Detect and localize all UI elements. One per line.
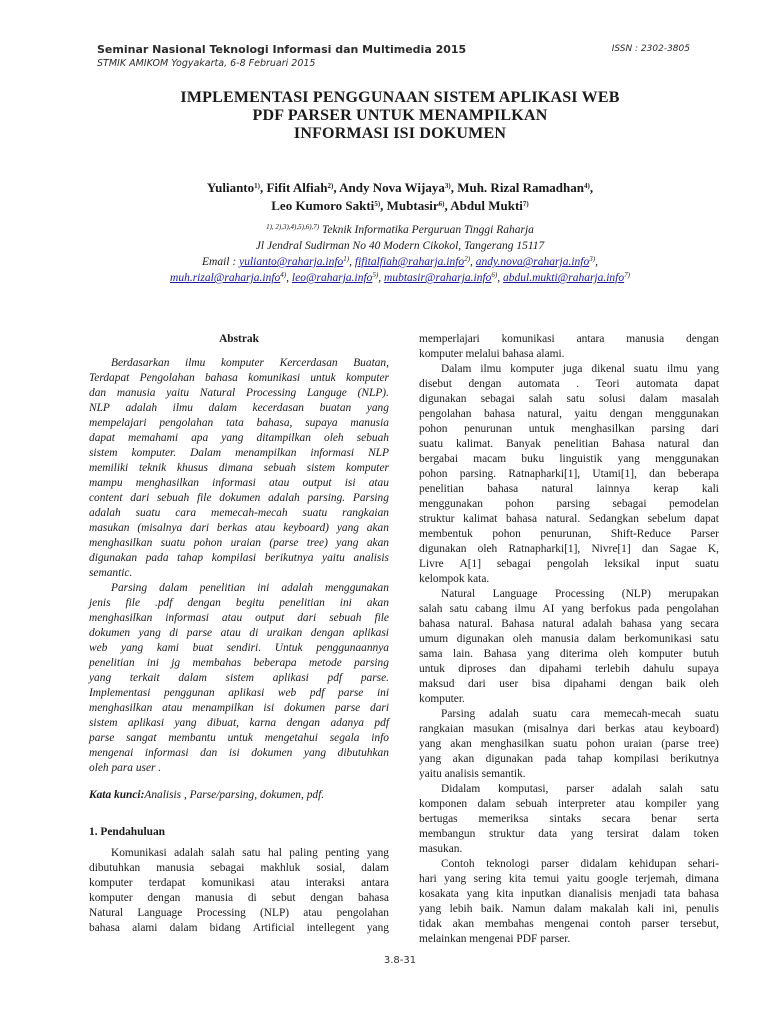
text-line: yang akan digunakan pada tahap kompilasi berikutnya — [419, 753, 719, 765]
text-line: pohon parsing. Ratnapharki[1], Utami[1], dan beberapa — [419, 468, 719, 480]
title-line-3: INFORMASI ISI DOKUMEN — [293, 125, 507, 142]
text-line: sama lain. Bahasa yang diterima oleh komputer butuh — [419, 648, 719, 660]
email-link[interactable]: muh.rizal@raharja.info — [170, 272, 281, 284]
paragraph-example — [419, 857, 719, 947]
institution: Teknik Informatika Perguruan Tinggi Raharja — [322, 224, 534, 236]
author-line-1: Yulianto$^{1)}$, Fifit Alfiah$^{2)}$, Andy Nova Wijaya$^{3)}$, Muh. Rizal Ramadhan$^{4)}$, — [206, 180, 594, 195]
text-line: Didalam komputasi, parser adalah salah satu — [441, 783, 719, 795]
text-line: sistem komputer. Dalam menampilkan informasi NLP — [89, 447, 389, 459]
email-link[interactable]: leo@raharja.info — [291, 272, 373, 284]
text-line: NLP adalah ilmu dalam kecerdasan buatan yang — [89, 402, 389, 414]
paragraph-automata — [419, 362, 719, 587]
text-line: komputer. — [419, 693, 465, 705]
text-line: kosakata yang kita inputkan dianalisis menjadi tata bahasa — [419, 888, 719, 900]
abstract-paragraph-1 — [89, 356, 389, 581]
intro-paragraph — [89, 846, 389, 936]
text-line: dan manusia yaitu Natural Processing Languge (NLP). — [89, 387, 389, 399]
text-line: mengenai informasi dan isi dokumen yang dibutuhkan — [89, 747, 389, 759]
keywords-label: Kata kunci: — [89, 789, 145, 801]
title-line-1: IMPLEMENTASI PENGGUNAAN SISTEM APLIKASI WEB — [180, 89, 620, 106]
text-line: content dari sebuah file dokumen adalah parsing. Parsing — [89, 492, 389, 504]
paragraph-parsing — [419, 707, 719, 782]
text-line: adalah suatu cara memecah-mecah suatu rangkaian — [89, 507, 389, 519]
keywords-text: Analisis , Parse/parsing, dokumen, pdf. — [144, 789, 325, 801]
paper-title — [100, 89, 700, 143]
author-list — [120, 179, 680, 215]
abstract-paragraph-2 — [89, 581, 389, 776]
text-line: Natural Language Processing (NLP) atau pengolahan — [89, 907, 389, 919]
text-line: jenis file .pdf dengan begitu penelitian ini akan — [89, 597, 389, 609]
text-line: Terdapat Pengolahan bahasa komunikasi untuk komputer — [89, 372, 389, 384]
paragraph-nlp — [419, 587, 719, 707]
text-line: pohon penurunan untuk menghasilkan parsing dari — [419, 423, 719, 435]
text-line: Berdasarkan ilmu komputer Kercerdasan Buatan, — [111, 357, 389, 369]
text-line: yang lebih baik. Namun dalam makalah kali ini, penulis — [419, 903, 719, 915]
text-line: yaitu analisis semantik. — [419, 768, 526, 780]
paragraph-continued — [419, 332, 719, 362]
author-line-2: Leo Kumoro Sakti$^{5)}$, Mubtasir$^{6)}$, Abdul Mukti$^{7)}$ — [271, 198, 529, 213]
conference-place: STMIK AMIKOM Yogyakarta, 6-8 Februari 2015 — [97, 58, 316, 69]
text-line: dokumen yang di parse atau di uraikan dengan aplikasi — [89, 627, 389, 639]
text-line: bertugas memeriksa sintaks secara benar serta — [419, 813, 719, 825]
text-line: yang akan menghasilkan suatu pohon uraian (parse tree) — [419, 738, 719, 750]
text-line: dapat memahami apa yang ditampilkan oleh sebuah — [89, 432, 389, 444]
text-line: memperlajari komunikasi antara manusia dengan — [419, 333, 719, 345]
left-column — [89, 332, 389, 936]
text-line: mempelajari pengolahan tata bahasa, supaya manusia — [89, 417, 389, 429]
text-line: komponen dalam sebuah interpreter atau kompiler yang — [419, 798, 719, 810]
text-line: Parsing dalam penelitian ini adalah menggunakan — [111, 582, 389, 594]
text-line: menghasilkan atau menampilkan isi dokumen parse dari — [89, 702, 389, 714]
email-line-2: muh.rizal@raharja.info$^{4)}$, leo@raharja.info$^{5)}$, mubtasir@raharja.info$^{6)}$, abdul.mukti@raharja.info$^{7)}$ — [170, 271, 630, 284]
text-line: umum digunakan oleh manusia dalam berkomunikasi satu — [419, 633, 719, 645]
right-column — [419, 332, 719, 947]
text-line: mampu menghasilkan informasi atau output isi atau — [89, 477, 389, 489]
text-line: dibutuhkan manusia sebagai makhluk sosial, dalam — [89, 862, 389, 874]
text-line: melainkan mengenai PDF parser. — [419, 933, 571, 945]
section-heading-pendahuluan: 1. Pendahuluan — [89, 826, 165, 838]
text-line: masukan (misalnya dari berkas atau keyboard) yang akan — [89, 522, 389, 534]
text-line: bahasa natural. Bahasa natural adalah bahasa yang secara — [419, 618, 719, 630]
text-line: oleh para user . — [89, 762, 162, 774]
email-link[interactable]: andy.nova@raharja.info — [475, 256, 590, 268]
text-line: menghasilkan suatu pohon uraian (parse tree) yang akan — [89, 537, 389, 549]
text-line: untuk diproses dan dipahami terlebih dahulu supaya — [419, 663, 719, 675]
text-line: masukan. — [419, 843, 463, 855]
text-line: Parsing adalah suatu cara memecah-mecah suatu — [441, 708, 719, 720]
text-line: semantic. — [89, 567, 133, 579]
text-line: pengolahan bahasa natural, yaitu dengan menggunakan — [419, 408, 719, 420]
text-line: maksud dari user bisa dipahami dengan baik oleh — [419, 678, 719, 690]
text-line: struktur kalimat bahasa natural. Sedangkan sebelum dapat — [419, 513, 719, 525]
text-line: salah satu cabang ilmu AI yang berfokus pada pengolahan — [419, 603, 719, 615]
paragraph-parser — [419, 782, 719, 857]
text-line: Komunikasi adalah salah satu hal paling penting yang — [111, 847, 389, 859]
keywords — [89, 788, 389, 803]
text-line: komputer dengan manusia di sebut dengan bahasa — [89, 892, 389, 904]
text-line: menggunakan pohon parsing sebagai pemodelan — [419, 498, 719, 510]
text-line: komputer terdapat komunikasi atau interaksi antara — [89, 877, 389, 889]
affiliation — [90, 222, 710, 286]
page-number: 3.8-31 — [383, 955, 417, 966]
email-link[interactable]: mubtasir@raharja.info — [384, 272, 492, 284]
email-line-1: Email : yulianto@raharja.info$^{1)}$, fifitalfiah@raharja.info$^{2)}$, andy.nova@raharja.info$^{3)}$, — [202, 255, 598, 268]
text-line: digunakan oleh Ratnapharki[1], Nivre[1] dan Sagae K, — [419, 543, 719, 555]
text-line: Natural Language Processing (NLP) merupakan — [441, 588, 719, 600]
issn: ISSN : 2302-3805 — [611, 44, 690, 54]
text-line: bergabai macam buku linguistik yang menggunakan — [419, 453, 719, 465]
text-line: kelompok kata. — [419, 573, 490, 585]
institution-line — [90, 222, 710, 238]
text-line: membangun struktur data yang tersirat dalam token — [419, 828, 719, 840]
affiliation-marks: 1), 2),3),4),5),6),7) — [266, 223, 320, 231]
text-line: disebut dengan automata . Teori automata dapat — [419, 378, 719, 390]
text-line: suatu kalimat. Banyak penelitian Bahasa natural dan — [419, 438, 719, 450]
text-line: Dalam ilmu komputer juga dikenal suatu ilmu yang — [441, 363, 719, 375]
text-line: Livre A[1] sebagai pengolah leksikal input suatu — [419, 558, 719, 570]
text-line: menghasilkan informasi atau output dari sebuah file — [89, 612, 389, 624]
text-line: rangkaian masukan (misalnya dari berkas atau keyboard) — [419, 723, 719, 735]
text-line: Contoh teknologi parser didalam kehidupan sehari- — [441, 858, 719, 870]
text-line: bahasa alami dalam bidang Artificial intellegent yang — [89, 922, 389, 934]
conference-name: Seminar Nasional Teknologi Informasi dan Multimedia 2015 — [97, 43, 467, 56]
email-link[interactable]: fifitalfiah@raharja.info — [354, 256, 465, 268]
text-line: web yang kami buat sendiri. Untuk penggunaannya — [89, 642, 389, 654]
text-line: komputer melalui bahasa alami. — [419, 348, 565, 360]
abstract-heading: Abstrak — [219, 333, 259, 345]
address: Jl Jendral Sudirman No 40 Modern Cikokol, Tangerang 15117 — [255, 240, 545, 252]
text-line: yang terkait dalam sistem aplikasi pdf parse. — [89, 672, 389, 684]
text-line: tidak akan membahas mengenai contoh parser tersebut, — [419, 918, 719, 930]
text-line: parse sangat membantu untuk mengetahui segala info — [89, 732, 389, 744]
text-line: digunakan pada tahap kompilasi berikutnya yaitu analisis — [89, 552, 389, 564]
email-link[interactable]: abdul.mukti@raharja.info — [503, 272, 625, 284]
text-line: sistem aplikasi yang dibuat, karna dengan adanya pdf — [89, 717, 389, 729]
text-line: Implementasi penggunan aplikasi web pdf parse ini — [89, 687, 389, 699]
email-link[interactable]: yulianto@raharja.info — [239, 256, 344, 268]
text-line: hari yang sering kita temui yaitu google terjemah, dimana — [419, 873, 719, 885]
text-line: penelitian bahasa natural lainnya kerap kali — [419, 483, 719, 495]
title-line-2: PDF PARSER UNTUK MENAMPILKAN — [252, 107, 548, 124]
text-line: membentuk pohon penurunan, Shift-Reduce Parser — [419, 528, 719, 540]
text-line: penelitian ini jg membahas beberapa metode parsing — [89, 657, 389, 669]
text-line: digunakan sebagai salah satu solusi dalam masalah — [419, 393, 719, 405]
text-line: memiliki teknik khusus dimana sebuah sistem komputer — [89, 462, 389, 474]
